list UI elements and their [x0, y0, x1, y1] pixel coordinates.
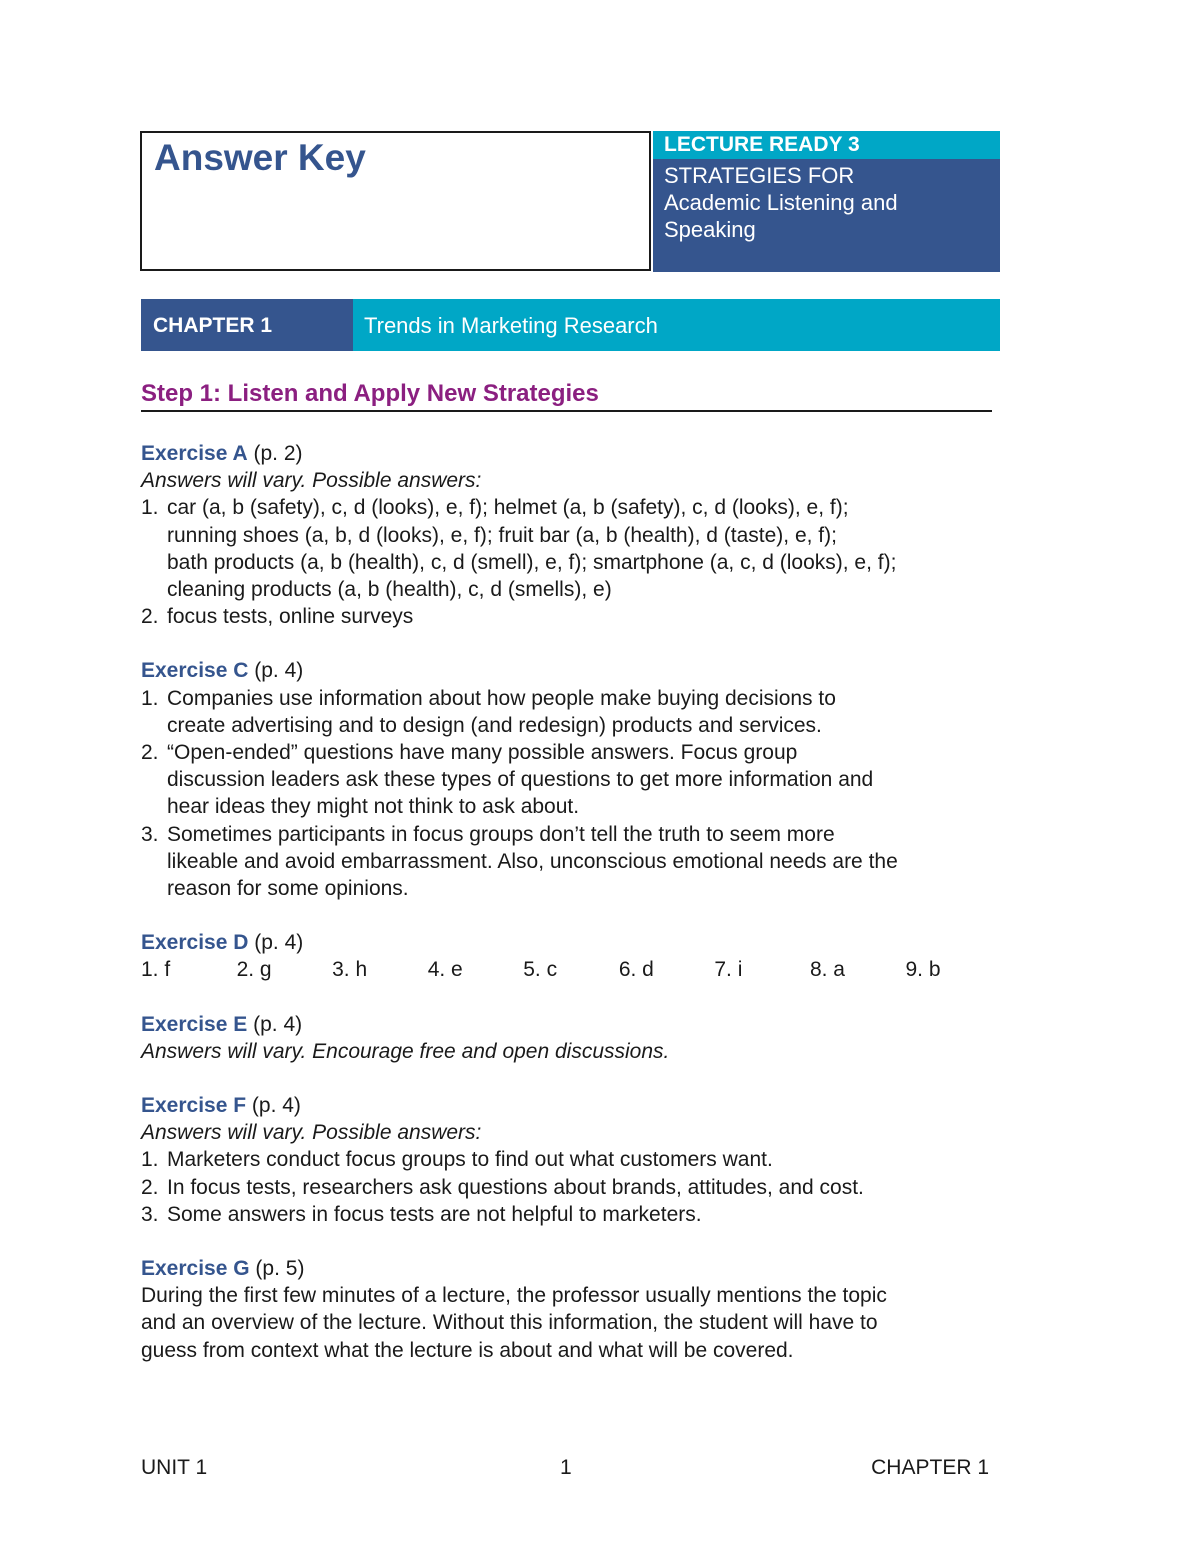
book-subtitle [664, 162, 994, 243]
matching-answer: 7. i [714, 958, 743, 982]
item-line: reason for some opinions. [167, 877, 409, 901]
answer-list [141, 494, 1001, 630]
exercise-g [141, 1255, 1001, 1364]
exercise-c [141, 657, 1001, 902]
matching-answer: 6. d [618, 958, 654, 982]
matching-answer: 8. a [809, 958, 845, 982]
exercise-page: (p. 4) [248, 931, 304, 955]
list-item [141, 1201, 1001, 1228]
item-line: hear ideas they might not think to ask about. [167, 795, 580, 819]
paragraph-line: guess from context what the lecture is about and what will be covered. [141, 1338, 794, 1362]
item-line: car (a, b (safety), c, d (looks), e, f); helmet (a, b (safety), c, d (looks), e, f); [167, 496, 849, 520]
list-item [141, 821, 1001, 903]
answer-content [141, 440, 1001, 1391]
item-line: Marketers conduct focus groups to find out what customers want. [167, 1148, 773, 1172]
exercise-d [141, 929, 1001, 983]
exercise-title: Exercise E [141, 1012, 248, 1036]
exercise-heading [141, 1255, 1001, 1282]
paragraph-line: and an overview of the lecture. Without this information, the student will have to [141, 1311, 878, 1335]
exercise-heading [141, 440, 1001, 467]
exercise-title: Exercise A [141, 442, 248, 465]
exercise-title: Exercise G [141, 1257, 250, 1281]
exercise-heading [141, 1092, 1001, 1119]
chapter-label: CHAPTER 1 [141, 299, 353, 351]
subtitle-line: STRATEGIES FOR [664, 163, 855, 188]
exercise-e [141, 1011, 1001, 1065]
item-line: In focus tests, researchers ask questions about brands, attitudes, and cost. [167, 1175, 864, 1199]
exercise-page: (p. 5) [249, 1257, 305, 1281]
list-item [141, 494, 1001, 603]
item-line: “Open-ended” questions have many possible answers. Focus group [167, 741, 798, 765]
item-line: focus tests, online surveys [167, 605, 414, 629]
exercise-title: Exercise D [141, 931, 249, 955]
list-item [141, 739, 1001, 821]
paragraph-line: During the first few minutes of a lecture, the professor usually mentions the topic [141, 1284, 887, 1308]
exercise-title: Exercise F [141, 1094, 247, 1118]
answer-list [141, 1146, 1001, 1228]
list-item [141, 685, 1001, 739]
answer-list [141, 685, 1001, 903]
exercise-page: (p. 4) [248, 659, 304, 683]
item-line: running shoes (a, b, d (looks), e, f); fruit bar (a, b (health), d (taste), e, f); [167, 523, 837, 547]
matching-answer: 1. f [141, 958, 171, 982]
footer-chapter: CHAPTER 1 [871, 1456, 989, 1479]
exercise-heading [141, 1011, 1001, 1038]
item-line: likeable and avoid embarrassment. Also, unconscious emotional needs are the [167, 849, 898, 873]
matching-answer: 9. b [905, 958, 941, 982]
page-footer [141, 1456, 989, 1484]
chapter-bar [141, 299, 1000, 351]
item-line: create advertising and to design (and redesign) products and services. [167, 713, 822, 737]
item-line: Companies use information about how people make buying decisions to [167, 686, 836, 710]
page-title: Answer Key [154, 137, 366, 178]
exercise-page: (p. 4) [246, 1094, 301, 1118]
book-title-panel [653, 131, 1000, 272]
page-number: 1 [560, 1456, 572, 1479]
list-item [141, 1174, 1001, 1201]
exercise-f [141, 1092, 1001, 1228]
answer-key-box [140, 131, 651, 271]
item-line: Sometimes participants in focus groups don’t tell the truth to seem more [167, 822, 835, 846]
chapter-title: Trends in Marketing Research [364, 313, 658, 338]
item-line: discussion leaders ask these types of questions to get more information and [167, 768, 874, 792]
series-title: LECTURE READY 3 [653, 131, 1000, 159]
step-heading: Step 1: Listen and Apply New Strategies [141, 378, 992, 412]
item-number: 3. [141, 1202, 159, 1226]
exercise-heading [141, 929, 1001, 956]
matching-answer: 4. e [427, 958, 463, 982]
item-number: 2. [141, 741, 159, 765]
matching-answers [141, 956, 1001, 983]
matching-answer: 5. c [523, 958, 558, 982]
exercise-note: Answers will vary. Possible answers: [141, 469, 482, 493]
footer-unit: UNIT 1 [141, 1456, 208, 1479]
item-number: 1. [141, 1148, 159, 1172]
exercise-page: (p. 2) [247, 442, 303, 465]
list-item [141, 603, 1001, 630]
exercise-page: (p. 4) [247, 1012, 303, 1036]
item-line: cleaning products (a, b (health), c, d (smells), e) [167, 578, 612, 602]
item-number: 1. [141, 686, 159, 710]
item-line: bath products (a, b (health), c, d (smell), e, f); smartphone (a, c, d (looks), e, f); [167, 550, 897, 574]
item-number: 3. [141, 822, 159, 846]
item-number: 1. [141, 496, 159, 520]
exercise-note: Answers will vary. Possible answers: [141, 1121, 482, 1145]
matching-answer: 2. g [236, 958, 272, 982]
item-number: 2. [141, 605, 159, 629]
subtitle-line: Speaking [664, 217, 756, 242]
exercise-a [141, 440, 1001, 630]
subtitle-line: Academic Listening and [664, 190, 898, 215]
exercise-title: Exercise C [141, 659, 249, 683]
item-number: 2. [141, 1175, 159, 1199]
item-line: Some answers in focus tests are not helpful to marketers. [167, 1202, 702, 1226]
matching-answer: 3. h [332, 958, 368, 982]
exercise-note: Answers will vary. Encourage free and open discussions. [141, 1039, 670, 1063]
exercise-heading [141, 657, 1001, 684]
list-item [141, 1146, 1001, 1173]
